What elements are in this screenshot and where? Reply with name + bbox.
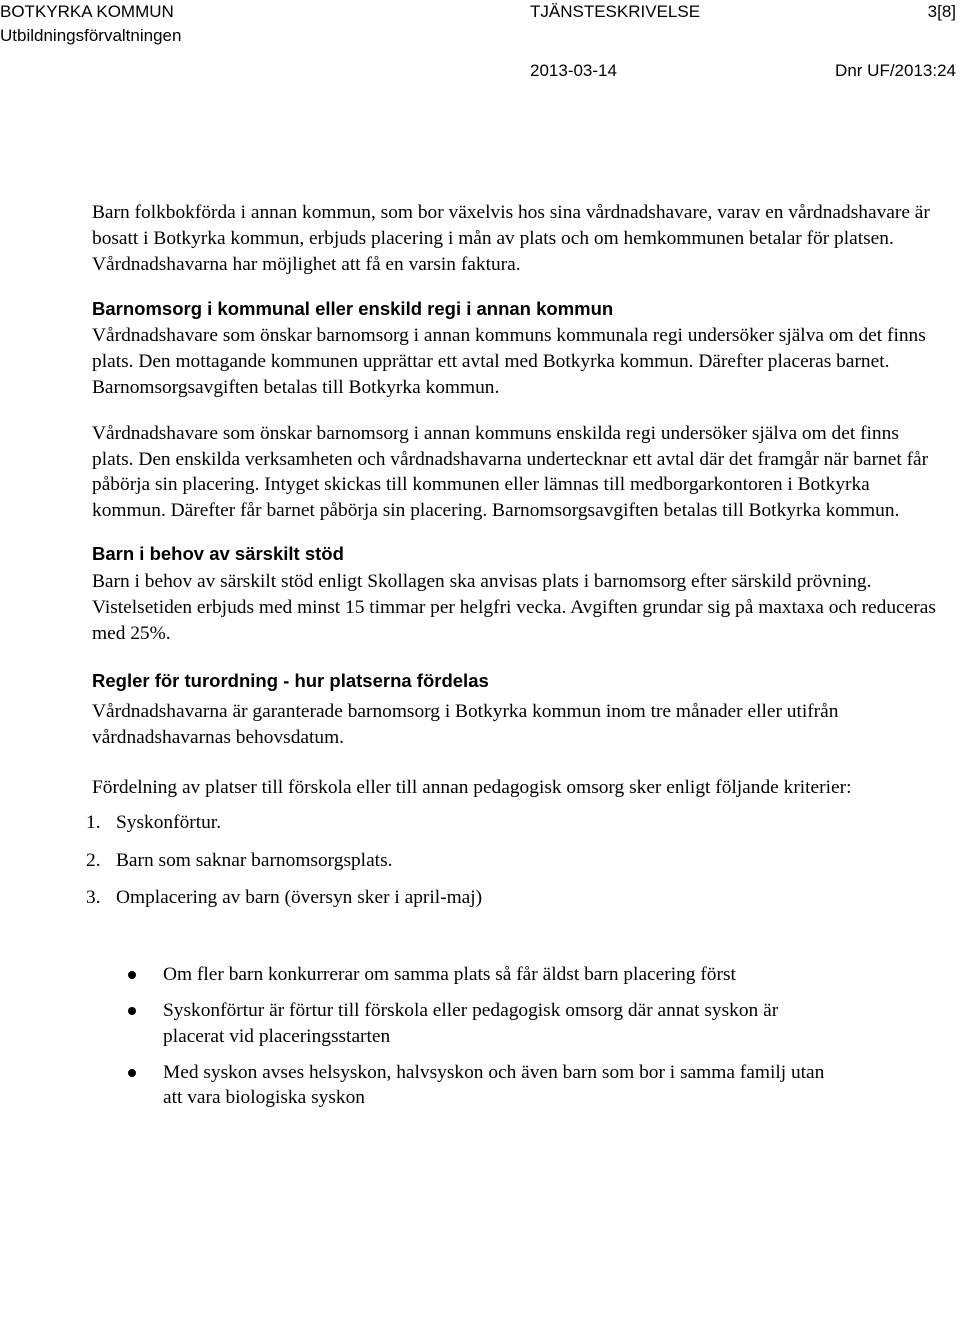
criteria-number: 2. [86,849,101,871]
bullet-dot-icon [92,962,163,988]
bullet-text: Syskonförtur är förtur till förskola eller pedagogisk omsorg där annat syskon är placerat vid placeringsstarten [163,999,779,1047]
paragraph-kriterier: Fördelning av platser till förskola eller till annan pedagogisk omsorg sker enligt följande kriterier: [92,776,852,798]
header-page-number: 3[8] [927,2,956,21]
criteria-item [86,810,942,836]
criteria-text: Omplacering av barn (översyn sker i april-maj) [116,887,483,909]
criteria-text: Barn som saknar barnomsorgsplats. [116,849,393,871]
header-date: 2013-03-14 [530,61,617,80]
bullet-list [92,962,942,1111]
header-org: BOTKYRKA KOMMUN [0,2,174,21]
paragraph-enskild-regi: Vårdnadshavare som önskar barnomsorg i annan kommuns enskilda regi undersöker själva om det finns plats. Den enskilda verksamheten och vårdnadshavarna undertecknar ett avtal där det framgår när barnet får påbörja sin placering. Intyget skickas till kommunen eller lämnas till medborgarkontoren i Botkyrka kommun. Därefter får barnet påbörja sin placering. Barnomsorgsavgiften betalas till Botkyrka kommun. [92,422,929,522]
bullet-item [92,1060,942,1112]
header-dept: Utbildningsförvaltningen [0,26,182,45]
heading-sarskilt-stod: Barn i behov av särskilt stöd [92,542,344,564]
bullet-dot-icon [92,1060,163,1112]
bullet-item [92,998,942,1050]
bullet-text: Om fler barn konkurrerar om samma plats så får äldst barn placering först [163,964,736,986]
document-body [86,200,942,1121]
criteria-item [86,885,942,911]
criteria-text: Syskonförtur. [116,811,222,833]
bullet-text: Med syskon avses helsyskon, halvsyskon och även barn som bor i samma familj utan att vara biologiska syskon [163,1061,825,1109]
paragraph-kommunal-regi: Vårdnadshavare som önskar barnomsorg i annan kommuns kommunala regi undersöker själva om det finns plats. Den mottagande kommunen upprättar ett avtal med Botkyrka kommun. Därefter placeras barnet. Barnomsorgsavgiften betalas till Botkyrka kommun. [92,325,926,398]
header-dnr: Dnr UF/2013:24 [835,61,956,80]
paragraph-sarskilt-stod: Barn i behov av särskilt stöd enligt Skollagen ska anvisas plats i barnomsorg efter särskild prövning. Vistelsetiden erbjuds med minst 15 timmar per helgfri vecka. Avgiften grundar sig på maxtaxa och reduceras med 25%. [92,570,936,644]
criteria-number: 3. [86,887,101,909]
criteria-item [86,848,942,874]
bullet-dot-icon [92,998,163,1050]
criteria-number: 1. [86,811,101,833]
intro-paragraph: Barn folkbokförda i annan kommun, som bor växelvis hos sina vårdnadshavare, varav en vårdnadshavare är bosatt i Botkyrka kommun, erbjuds placering i mån av plats och om hemkommunen betalar för platsen. Vårdnadshavarna har möjlighet att få en varsin faktura. [92,202,930,275]
heading-turordning: Regler för turordning - hur platserna fördelas [92,670,489,692]
header-doc-type: TJÄNSTESKRIVELSE [530,2,701,21]
bullet-item [92,962,942,988]
criteria-list [86,810,942,911]
heading-annan-kommun: Barnomsorg i kommunal eller enskild regi i annan kommun [92,298,614,320]
paragraph-garanti: Vårdnadshavarna är garanterade barnomsorg i Botkyrka kommun inom tre månader eller utifrån vårdnadshavarnas behovsdatum. [92,701,839,749]
